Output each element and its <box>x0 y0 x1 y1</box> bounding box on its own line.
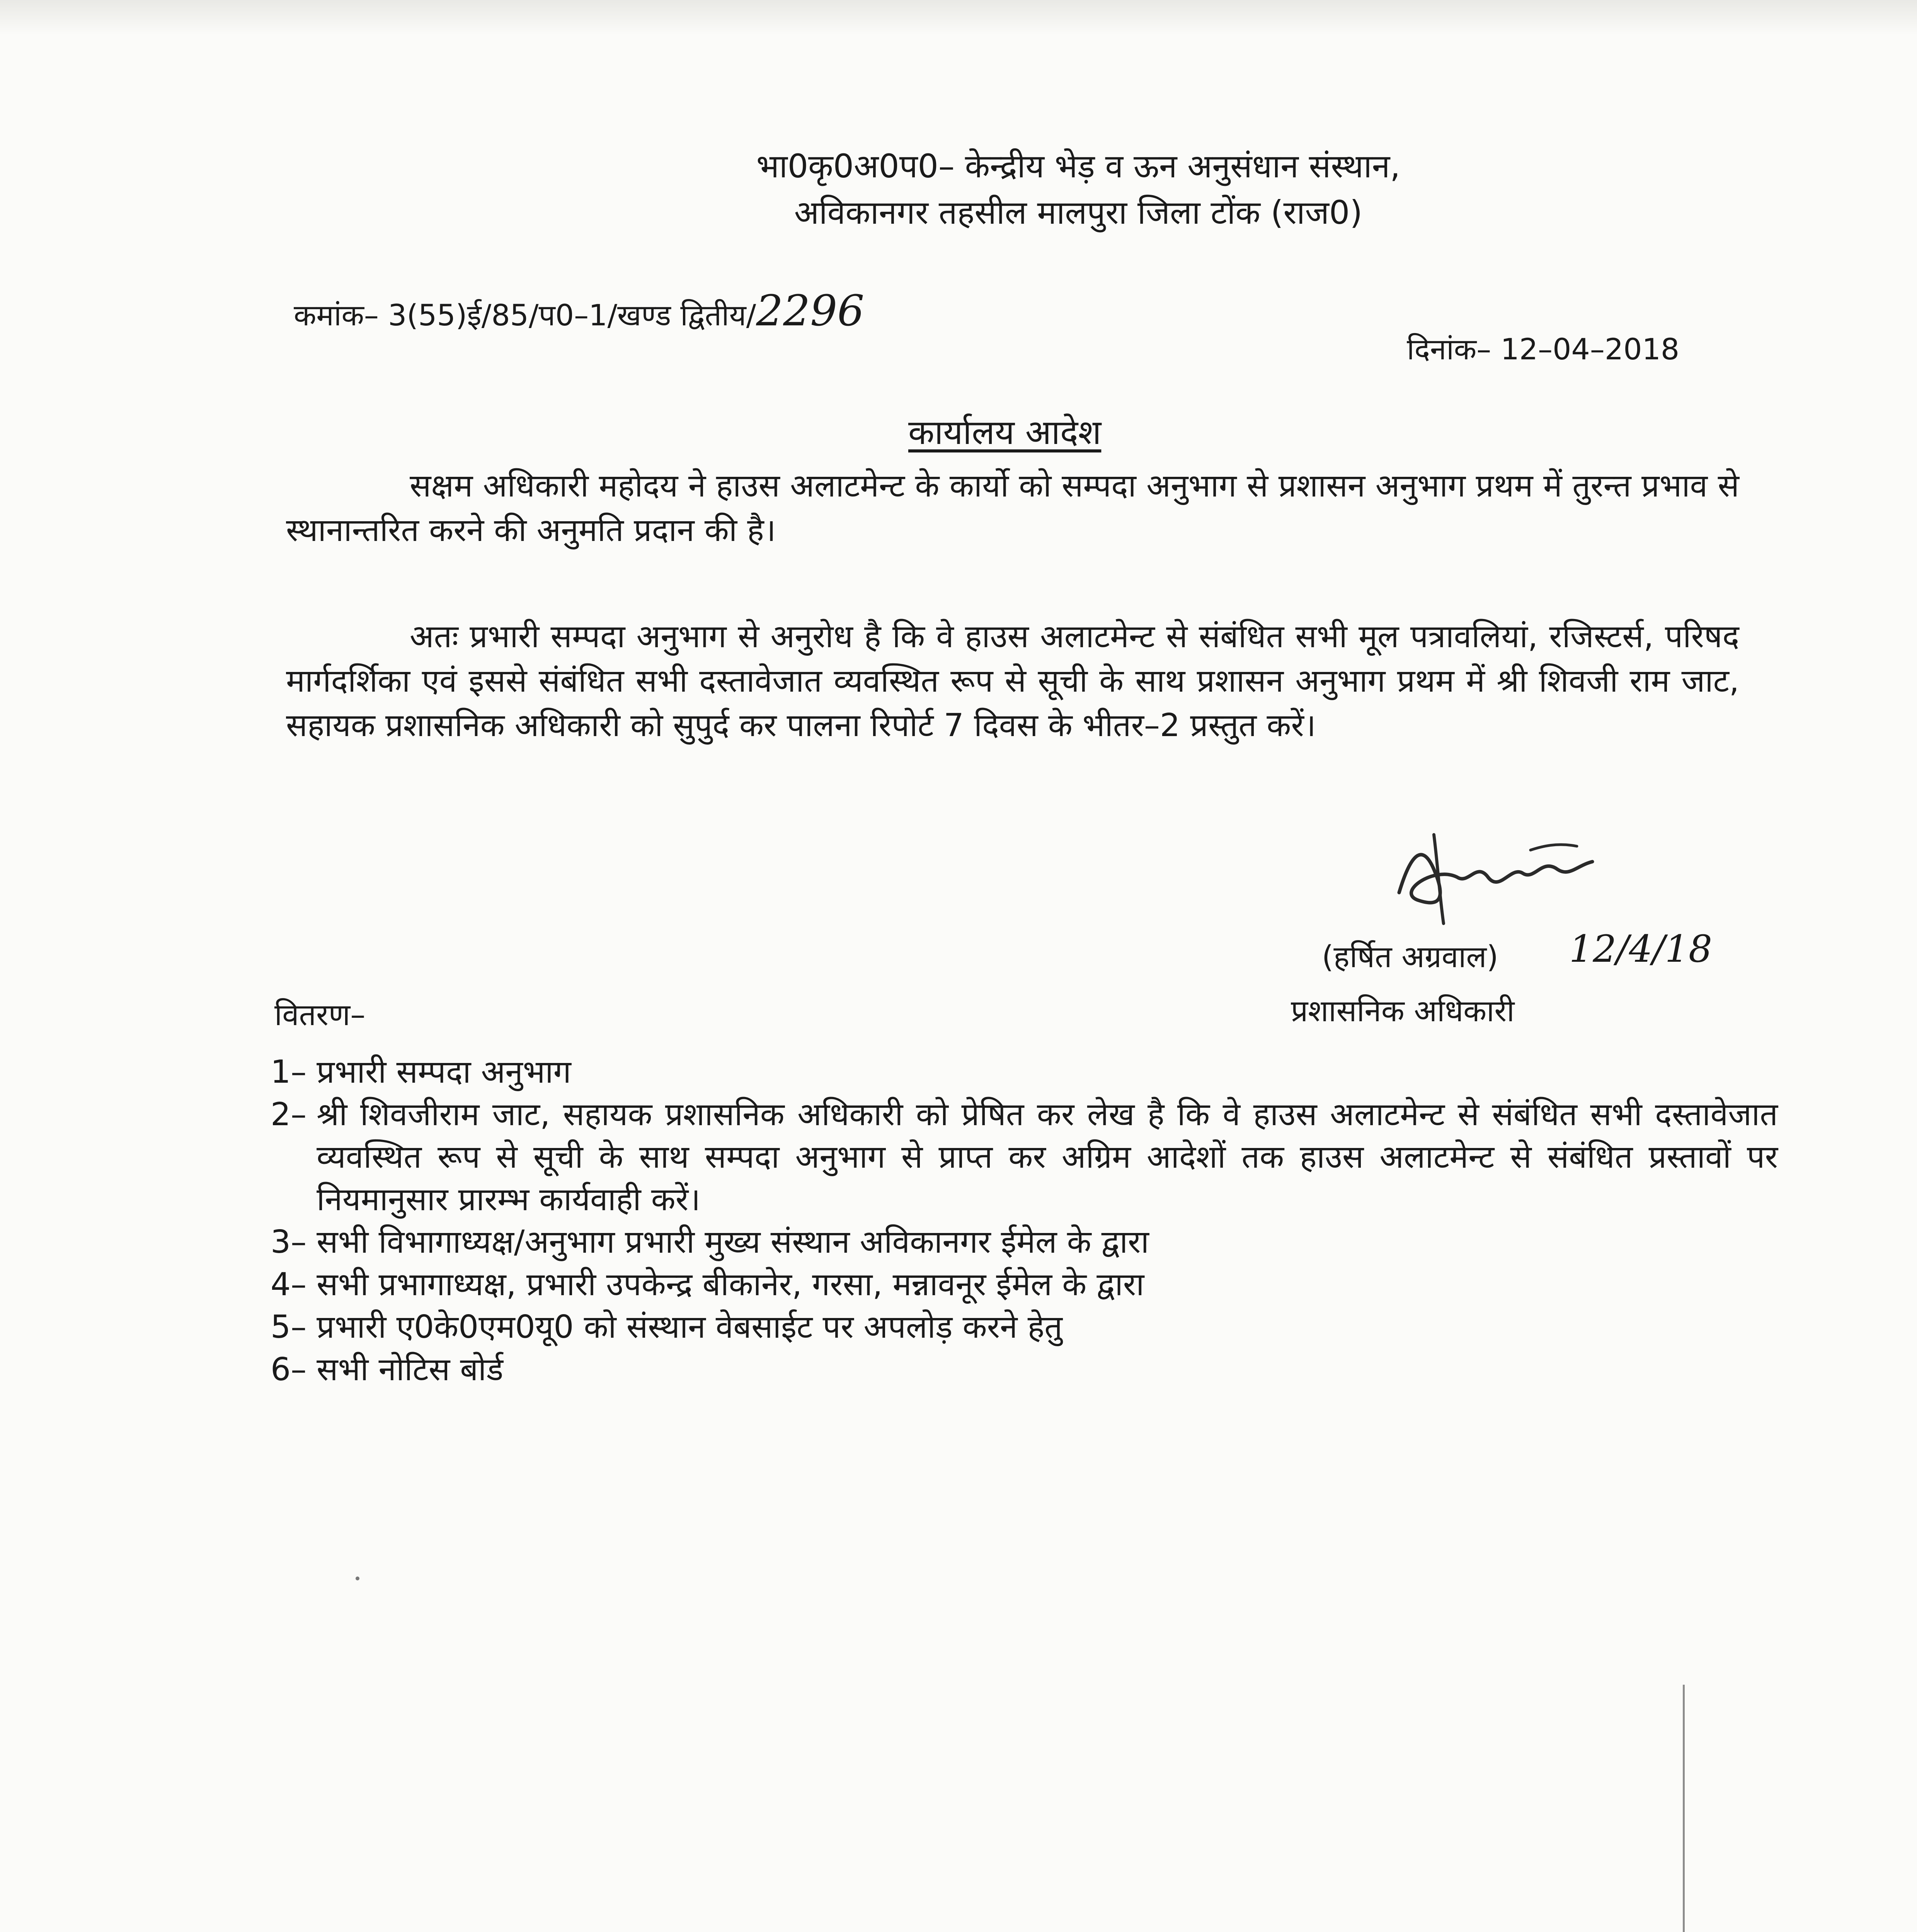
distribution-item <box>271 1306 1778 1349</box>
institute-header <box>634 143 1523 236</box>
document-title: कार्यालय आदेश <box>908 412 1102 452</box>
signatory-designation: प्रशासनिक अधिकारी <box>1291 994 1515 1029</box>
distribution-number: 5– <box>271 1309 307 1345</box>
date-value: 12–04–2018 <box>1500 332 1680 366</box>
scan-top-shadow <box>0 0 1917 35</box>
distribution-number: 1– <box>271 1054 307 1090</box>
reference-label: कमांक– <box>294 298 379 332</box>
distribution-number: 2– <box>271 1096 307 1133</box>
distribution-list <box>271 1051 1778 1391</box>
order-paragraph-1: सक्षम अधिकारी महोदय ने हाउस अलाटमेन्ट के कार्यो को सम्पदा अनुभाग से प्रशासन अनुभाग प्रथम में तुरन्त प्रभाव से स्थानान्तरित करने की अनुमति प्रदान की है। <box>286 468 1739 549</box>
signatory-name: (हर्षित अग्रवाल) <box>1322 940 1498 975</box>
handwritten-initial-date: 12/4/18 <box>1569 927 1713 971</box>
reference-number <box>294 286 864 335</box>
distribution-number: 3– <box>271 1224 307 1260</box>
distribution-number: 4– <box>271 1266 307 1303</box>
handwritten-dispatch-number: 2296 <box>756 286 865 335</box>
distribution-item <box>271 1264 1778 1306</box>
header-line-2: अविकानगर तहसील मालपुरा जिला टोंक (राज0) <box>794 194 1363 231</box>
distribution-heading: वितरण– <box>274 998 366 1032</box>
signature-mark <box>1376 819 1608 935</box>
distribution-item <box>271 1094 1778 1221</box>
distribution-text: सभी नोटिस बोर्ड <box>317 1351 504 1388</box>
distribution-text: श्री शिवजीराम जाट, सहायक प्रशासनिक अधिकारी को प्रेषित कर लेख है कि वे हाउस अलाटमेन्ट से संबंधित सभी दस्तावेजात व्यवस्थित रूप से सूची के साथ सम्पदा अनुभाग से प्राप्त कर अग्रिम आदेशों तक हाउस अलाटमेन्ट से संबंधित प्रस्तावों पर नियमानुसार प्रारम्भ कार्यवाही करें। <box>317 1096 1778 1218</box>
distribution-text: सभी प्रभागाध्यक्ष, प्रभारी उपकेन्द्र बीकानेर, गरसा, मन्नावनूर ईमेल के द्वारा <box>317 1266 1144 1303</box>
order-paragraph-2: अतः प्रभारी सम्पदा अनुभाग से अनुरोध है कि वे हाउस अलाटमेन्ट से संबंधित सभी मूल पत्रावलियां, रजिस्टर्स, परिषद मार्गदर्शिका एवं इससे संबंधित सभी दस्तावेजात व्यवस्थित रूप से सूची के साथ प्रशासन अनुभाग प्रथम में श्री शिवजी राम जाट, सहायक प्रशासनिक अधिकारी को सुपुर्द कर पालना रिपोर्ट 7 दिवस के भीतर–2 प्रस्तुत करें। <box>286 618 1739 744</box>
distribution-number: 6– <box>271 1351 307 1388</box>
distribution-text: प्रभारी सम्पदा अनुभाग <box>317 1054 571 1090</box>
reference-value: 3(55)ई/85/प0–1/खण्ड द्वितीय/ <box>388 298 756 332</box>
distribution-text: प्रभारी ए0के0एम0यू0 को संस्थान वेबसाईट पर अपलोड़ करने हेतु <box>317 1309 1063 1345</box>
distribution-item <box>271 1051 1778 1094</box>
distribution-item <box>271 1349 1778 1391</box>
header-line-1: भा0कृ0अ0प0– केन्द्रीय भेड़ व ऊन अनुसंधान संस्थान, <box>756 147 1401 185</box>
scan-speck <box>356 1577 359 1580</box>
distribution-text: सभी विभागाध्यक्ष/अनुभाग प्रभारी मुख्य संस्थान अविकानगर ईमेल के द्वारा <box>317 1224 1149 1260</box>
date-label: दिनांक– <box>1407 332 1491 366</box>
distribution-item <box>271 1221 1778 1264</box>
order-date <box>1407 328 1679 368</box>
scan-margin-line <box>1683 1685 1685 1932</box>
